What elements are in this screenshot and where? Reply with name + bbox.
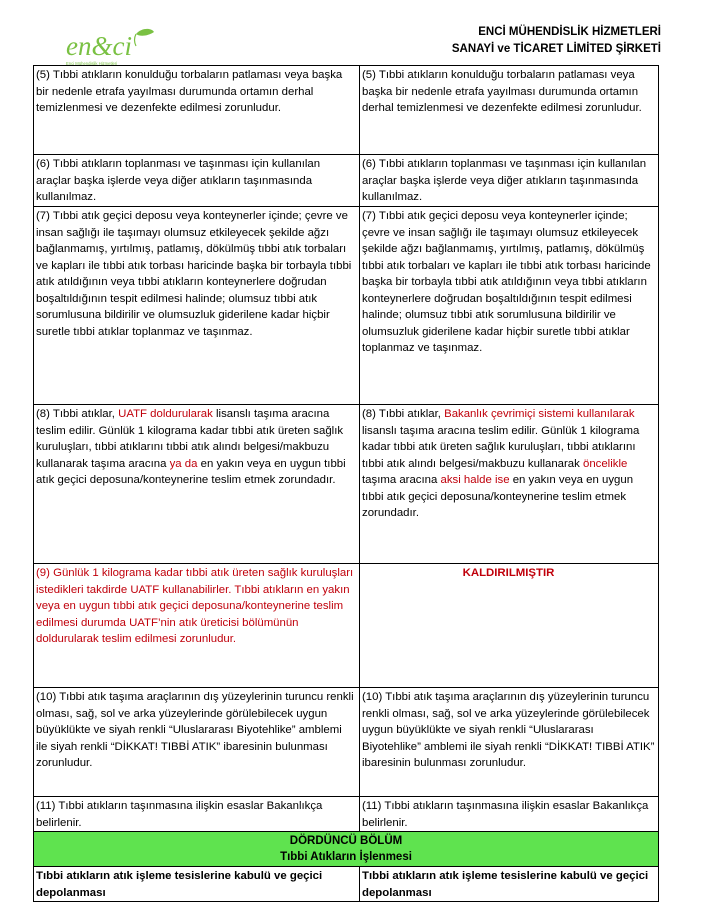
- company-header: [452, 24, 661, 58]
- leaf-icon: [136, 29, 154, 36]
- comparison-table: [33, 65, 659, 902]
- company-name-line2: SANAYİ ve TİCARET LİMİTED ŞİRKETİ: [451, 43, 661, 55]
- removed-notice: KALDIRILMIŞTIR: [360, 564, 659, 688]
- table-row: [34, 797, 659, 832]
- table-row: [34, 207, 659, 405]
- cell-text: taşıma aracına: [362, 474, 441, 486]
- cell-text: (11) Tıbbi atıkların taşınmasına ilişkin esaslar Bakanlıkça belirlenir.: [36, 800, 323, 829]
- cell-text: (8) Tıbbi atıklar,: [362, 408, 445, 420]
- logo-tagline: Enci Mühendislik Hizmetleri: [66, 61, 118, 66]
- cell-text: (7) Tıbbi atık geçici deposu veya konteynerler içinde; çevre ve insan sağlığı ile taşımayı olumsuz etkileyecek şekilde ağzı bağlanmamış, yırtılmış, patlamış, dökülmüş tıbbi atık torbaları ve kapları ile tıbbi atık torbası haricinde başka bir torbayla tıbbi atık atıldığının veya tıbbi atıkların konteynerlere doğrudan boşaltıldığının tespit edilmesi halinde; olumsuz tıbbi atık sorumlusuna bildirilir ve olumsuzluk giderilene kadar hiçbir suretle tıbbi atıklar toplanmaz ve taşınmaz.: [362, 210, 651, 354]
- old-text-cell: [34, 405, 360, 564]
- heading-right: Tıbbi atıkların atık işleme tesislerine kabulü ve geçici depolanması: [360, 867, 659, 902]
- section-title: DÖRDÜNCÜ BÖLÜM: [289, 835, 403, 847]
- section-header-row: [34, 832, 659, 867]
- old-text-cell: [34, 207, 360, 405]
- cell-text: lisanslı taşıma aracına teslim edilir. Günlük 1 kilograma kadar tıbbi atık üreten sağlık kuruluşları, tıbbi atıklarını tıbbi atık alındı belgesi/makbuzu kullanarak: [362, 424, 640, 470]
- old-text-cell: [34, 66, 360, 155]
- new-text-cell: [360, 155, 659, 207]
- old-text-cell: [34, 688, 360, 797]
- logo-text: en&ci: [66, 31, 132, 61]
- cell-text: (6) Tıbbi atıkların toplanması ve taşınması için kullanılan araçlar başka işlerde veya diğer atıkların taşınmasında kullanılmaz.: [362, 158, 647, 203]
- cell-text: (5) Tıbbi atıkların konulduğu torbaların patlaması veya başka bir nedenle etrafa yayılması durumunda ortamın derhal temizlenmesi ve dezenfekte edilmesi zorunludur.: [36, 69, 343, 114]
- cell-text: (6) Tıbbi atıkların toplanması ve taşınması için kullanılan araçlar başka işlerde veya diğer atıkların taşınmasında kullanılmaz.: [36, 158, 321, 203]
- cell-text: (8) Tıbbi atıklar,: [36, 408, 119, 420]
- new-text-cell: [360, 207, 659, 405]
- table-row: [34, 66, 659, 155]
- new-text-cell: [360, 66, 659, 155]
- cell-text: (7) Tıbbi atık geçici deposu veya konteynerler içinde; çevre ve insan sağlığı ile taşımayı olumsuz etkileyecek şekilde ağzı bağlanmamış, yırtılmış, patlamış, dökülmüş tıbbi atık torbaları ve kapları ile tıbbi atık torbası haricinde başka bir torbayla tıbbi atık atıldığının veya tıbbi atıkların konteynerlere doğrudan boşaltıldığının tespit edilmesi halinde; olumsuz tıbbi atık sorumlusuna bildirilir ve olumsuzluk giderilene kadar hiçbir suretle tıbbi atıklar toplanmaz ve taşınmaz.: [36, 210, 352, 338]
- cell-text: (11) Tıbbi atıkların taşınmasına ilişkin esaslar Bakanlıkça belirlenir.: [362, 800, 649, 829]
- new-text-cell: [360, 688, 659, 797]
- highlighted-text: Bakanlık çevrimiçi sistemi kullanılarak: [444, 408, 635, 420]
- cell-text: (10) Tıbbi atık taşıma araçlarının dış yüzeylerinin turuncu renkli olması, sağ, sol ve arka yüzeylerinde görülebilecek uygun büyüklükte ve siyah renkli “Uluslararası Biyotehlike” amblemi ile siyah renkli “DİKKAT! TIBBİ ATIK” ibaresinin bulunması zorunludur.: [36, 691, 354, 769]
- section-header: [34, 832, 659, 867]
- cell-text: en yakın veya en uygun tıbbi atık geçici deposuna/konteynerine teslim etmek zorundadır.: [36, 457, 346, 486]
- cell-text: lisanslı taşıma aracına teslim edilir. Günlük 1 kilograma kadar tıbbi atık üreten sağlık kuruluşları, tıbbi atıklarını tıbbi atık alındı belgesi/makbuzu kullanarak taşıma aracına: [36, 408, 344, 470]
- highlighted-text: öncelikle: [582, 457, 628, 470]
- company-name-line1: ENCİ MÜHENDİSLİK HİZMETLERİ: [478, 26, 661, 38]
- highlighted-text: UATF doldurularak: [118, 408, 213, 420]
- company-logo: [64, 28, 164, 68]
- section-subtitle: Tıbbi Atıkların İşlenmesi: [280, 851, 412, 863]
- table-row: [34, 155, 659, 207]
- highlighted-text: (9) Günlük 1 kilograma kadar tıbbi atık üreten sağlık kuruluşları istedikleri takdirde UATF kullanabilirler. Tıbbi atıkların en yakın veya en uygun tıbbi atık geçici deposuna/konteynerine teslim edilmesi durumda UATF’nin atık üreticisi bölümünün doldurularak teslim edilmesi zorunludur.: [36, 567, 354, 645]
- new-text-cell: [360, 405, 659, 564]
- old-text-cell: [34, 155, 360, 207]
- comparison-rows: [34, 66, 659, 832]
- highlighted-text: aksi halde ise: [440, 474, 510, 486]
- old-text-cell: [34, 564, 360, 688]
- cell-text: en yakın veya en uygun tıbbi atık geçici deposuna/konteynerine teslim etmek zorundadır.: [362, 474, 634, 519]
- cell-text: (10) Tıbbi atık taşıma araçlarının dış yüzeylerinin turuncu renkli olması, sağ, sol ve arka yüzeylerinde görülebilecek uygun büyüklükte ve siyah renkli “Uluslararası Biyotehlike” amblemi ile siyah renkli “DİKKAT! TIBBİ ATIK” ibaresinin bulunması zorunludur.: [362, 691, 655, 769]
- highlighted-text: ya da: [169, 457, 198, 470]
- table-row: [34, 688, 659, 797]
- cell-text: (5) Tıbbi atıkların konulduğu torbaların patlaması veya başka bir nedenle etrafa yayılması durumunda ortamın derhal temizlenmesi ve dezenfekte edilmesi zorunludur.: [362, 69, 642, 114]
- table-row: [34, 405, 659, 564]
- heading-row: [34, 867, 659, 902]
- table-row: [34, 564, 659, 688]
- new-text-cell: [360, 797, 659, 832]
- heading-left: Tıbbi atıkların atık işleme tesislerine kabulü ve geçici depolanması: [34, 867, 360, 902]
- old-text-cell: [34, 797, 360, 832]
